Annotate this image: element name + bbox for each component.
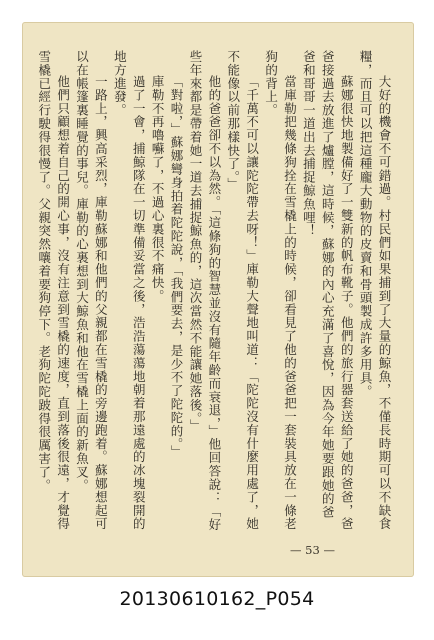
paragraph: 「對啦，」蘇娜彎身拍着陀陀說，「我們要去，是少不了陀陀的。」 (169, 75, 185, 459)
paragraph: 「千萬不可以讓陀陀帶去呀！」庫勒大聲地叫道：「陀陀沒有什麼用處了，她不能像以前那樣快了。」 (225, 50, 260, 531)
paragraph: 一路上，興高采烈，庫勒蘇娜和他們的父親都在雪橇的旁邊跑着。蘇娜想起可以在帳篷裏睡覺的事兒。庫勒的心裏想到大鯨魚和他在雪橇上面的新魚叉。 (74, 50, 109, 531)
paragraph: 他的爸爸卻不以為然。「這條狗的智慧並沒有隨年齡而衰退，」他回答說：「好些年來都是帶着她一道去捕捉鯨魚的，這次當然不能讓她落後。」 (187, 50, 222, 532)
paragraph: 大好的機會不可錯過。村民們如果捕到了大量的鯨魚，不僅長時期可以不缺食糧，而且可以把這種龐大動物的皮賣和骨頭製成許多用具。 (358, 50, 392, 531)
paragraph: 庫勒不再嚕囌了，不過心裏很不痛快。 (150, 75, 166, 303)
paragraph: 他們只顧想着自己的開心事，沒有注意到雪橇的速度，直到落後很遠，才覺得雪橇已經行駛得很慢了。父親突然嚷着要狗停下。老狗陀陀跛得很厲害了。 (36, 50, 71, 531)
paragraph: 過了一會，捕鯨隊在一切準備妥當之後，浩浩蕩蕩地朝着那遠處的冰塊裂開的地方進發。 (112, 50, 147, 531)
book-page (22, 22, 414, 577)
image-caption: 20130610162_P054 (119, 588, 315, 610)
paragraph: 當庫勒把幾條狗拴在雪橇上的時候，卻看見了他的爸爸把一套裝具放在一條老狗的背上。 (263, 50, 298, 531)
body-text (36, 50, 393, 532)
paragraph: 蘇娜很快地製備好了一雙新的帆布靴子。他們的旅行器套送給了她的爸爸，爸爸接過去放進了爐膛，這時候，蘇娜的內心充滿了喜悅，因為今年她要跟她的爸爸和哥哥一道出去捕捉鯨魚哩！ (301, 50, 355, 531)
page-number: — 53 — (290, 543, 335, 557)
